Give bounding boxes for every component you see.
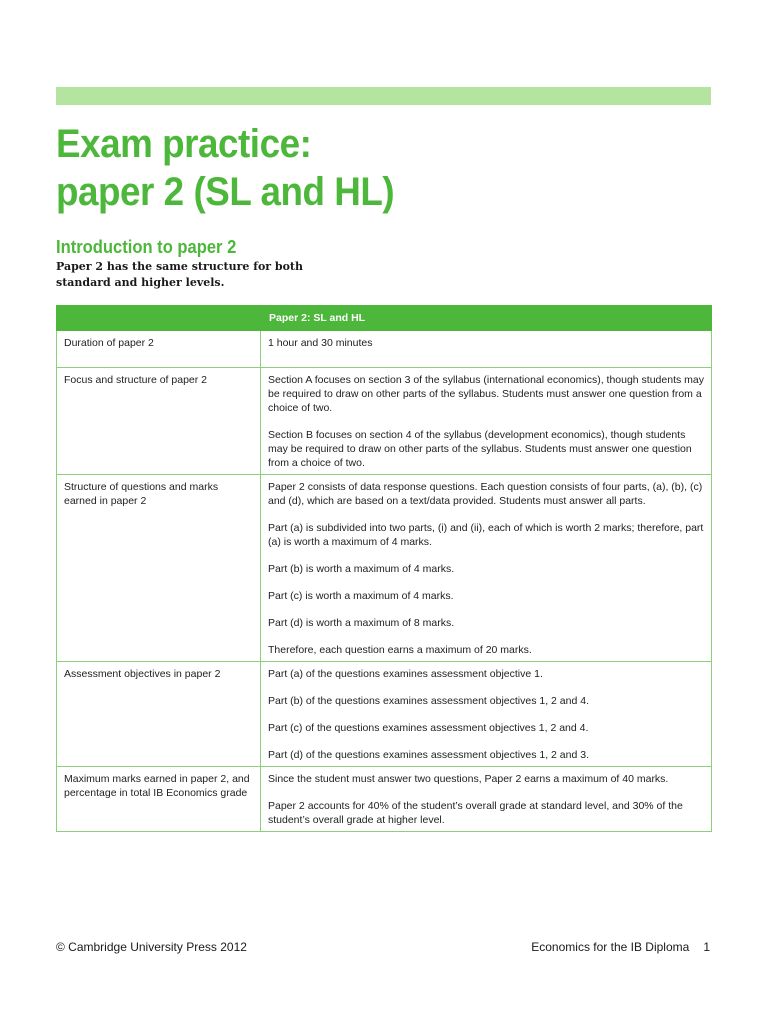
row-paragraph: Section A focuses on section 3 of the syllabus (international economics), though students may be required to draw on other parts of the syllabus. Students must answer one question from a choice of two. [268,374,705,414]
table-header-cell-empty [57,306,261,331]
table-row-focus-structure [57,368,712,475]
row-paragraph: Part (b) of the questions examines assessment objectives 1, 2 and 4. [268,695,590,707]
footer-book-info [531,940,710,954]
row-paragraph: Part (c) is worth a maximum of 4 marks. [268,590,454,602]
table-header-row [57,306,712,331]
footer-book-title: Economics for the IB Diploma [531,940,690,954]
table-row-assessment-objectives [57,662,712,767]
row-label: Duration of paper 2 [57,331,261,368]
row-paragraph: Part (a) is subdivided into two parts, (i) and (ii), each of which is worth 2 marks; therefore, part (a) is worth a maximum of 4 marks. [268,522,704,548]
header-decorative-bar [56,87,711,105]
page-title-line-1: Exam practice: [56,122,312,166]
paper-structure-table [56,305,712,832]
row-paragraph: Section B focuses on section 4 of the syllabus (development economics), though students may be required to draw on other parts of the syllabus. Students must answer one question from a choice of two. [268,429,692,469]
footer-copyright: © Cambridge University Press 2012 [56,940,247,954]
row-paragraph: Part (a) of the questions examines assessment objective 1. [268,668,543,680]
row-paragraph: Part (c) of the questions examines assessment objectives 1, 2 and 4. [268,722,589,734]
table-row-duration [57,331,712,368]
table-row-questions-marks [57,475,712,662]
row-paragraph: Since the student must answer two questions, Paper 2 earns a maximum of 40 marks. [268,773,669,785]
row-content [261,331,712,368]
row-label: Assessment objectives in paper 2 [57,662,261,767]
row-paragraph: Part (d) of the questions examines assessment objectives 1, 2 and 3. [268,749,590,761]
footer-page-number: 1 [703,940,710,954]
row-paragraph: Paper 2 accounts for 40% of the student’s overall grade at standard level, and 30% of the student’s overall grade at higher level. [268,800,683,826]
row-content [261,368,712,475]
row-label: Maximum marks earned in paper 2, and percentage in total IB Economics grade [57,767,261,832]
row-paragraph: 1 hour and 30 minutes [268,337,373,349]
row-paragraph: Paper 2 consists of data response questions. Each question consists of four parts, (a), (b), (c) and (d), which are based on a text/data provided. Students must answer all parts. [268,481,703,507]
row-paragraph: Therefore, each question earns a maximum of 20 marks. [268,644,532,656]
page-title-line-2: paper 2 (SL and HL) [56,170,395,214]
table-header-cell-paper2: Paper 2: SL and HL [261,306,712,331]
row-content [261,767,712,832]
row-content [261,662,712,767]
row-paragraph: Part (b) is worth a maximum of 4 marks. [268,563,455,575]
row-label: Structure of questions and marks earned in paper 2 [57,475,261,662]
page-title [56,120,394,216]
row-paragraph: Part (d) is worth a maximum of 8 marks. [268,617,455,629]
table-row-maximum-marks [57,767,712,832]
row-content [261,475,712,662]
row-label: Focus and structure of paper 2 [57,368,261,475]
intro-paragraph: Paper 2 has the same structure for both standard and higher levels. [56,260,304,289]
section-heading: Introduction to paper 2 [56,237,237,257]
